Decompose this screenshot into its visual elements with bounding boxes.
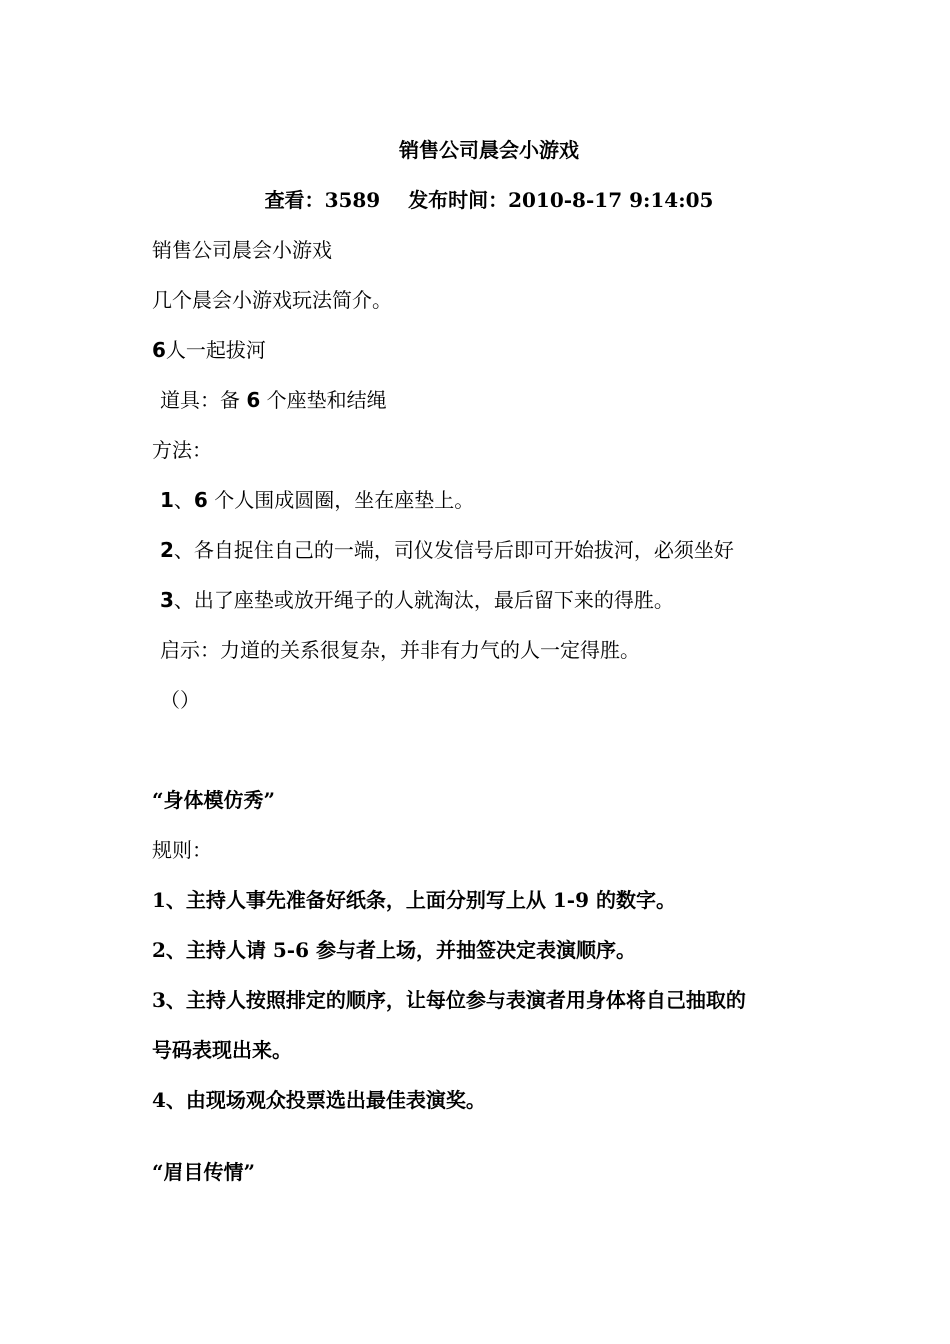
game1-parens: （） — [160, 688, 200, 712]
game1-step — [160, 487, 474, 513]
step-number: 2 — [160, 538, 174, 562]
game2-rules-label: 规则： — [152, 838, 212, 862]
game1-props-text: 个座垫和结绳 — [266, 388, 387, 412]
step-text: 出了座垫或放开绳子的人就淘汰，最后留下来的得胜。 — [193, 588, 674, 612]
step-text: 各自捉住自己的一端，司仪发信号后即可开始拔河，必须坐好 — [193, 538, 734, 562]
game1-method-label: 方法： — [152, 438, 212, 462]
step-number: 3 — [160, 588, 174, 612]
game1-step — [160, 537, 734, 563]
published-value: 2010-8-17 9:14:05 — [508, 188, 714, 212]
document-title: 销售公司晨会小游戏 — [399, 138, 579, 162]
game2-rule: 2、主持人请 5-6 参与者上场，并抽签决定表演顺序。 — [152, 938, 636, 962]
intro-paragraph: 几个晨会小游戏玩法简介。 — [152, 288, 392, 312]
game2-rule: 号码表现出来。 — [152, 1038, 292, 1062]
step-separator: 、 — [173, 588, 194, 612]
views-value: 3589 — [324, 188, 381, 212]
game3-title: “眉目传情” — [152, 1160, 256, 1184]
game1-props — [160, 387, 387, 413]
section-heading: 销售公司晨会小游戏 — [152, 238, 332, 262]
game1-title-text: 人一起拔河 — [165, 338, 266, 362]
game2-title: “身体模仿秀” — [152, 788, 276, 812]
game1-props-number: 6 — [246, 388, 261, 412]
step-separator: 、 — [173, 488, 194, 512]
game1-step — [160, 587, 674, 613]
game2-rule: 1、主持人事先准备好纸条，上面分别写上从 1-9 的数字。 — [152, 888, 676, 912]
game1-title — [152, 337, 266, 363]
game2-rule: 4、由现场观众投票选出最佳表演奖。 — [152, 1088, 486, 1112]
document-meta — [0, 187, 950, 213]
game1-insight: 启示：力道的关系很复杂，并非有力气的人一定得胜。 — [160, 638, 640, 662]
published-label: 发布时间： — [408, 188, 509, 212]
views-label: 查看： — [264, 188, 325, 212]
step-number: 1 — [160, 488, 174, 512]
step-inline-number: 6 — [193, 488, 208, 512]
game1-props-prefix: 道具：备 — [160, 388, 240, 412]
game2-rule: 3、主持人按照排定的顺序，让每位参与表演者用身体将自己抽取的 — [152, 988, 746, 1012]
game1-title-number: 6 — [152, 338, 166, 362]
step-text: 个人围成圆圈，坐在座垫上。 — [214, 488, 475, 512]
step-separator: 、 — [173, 538, 194, 562]
